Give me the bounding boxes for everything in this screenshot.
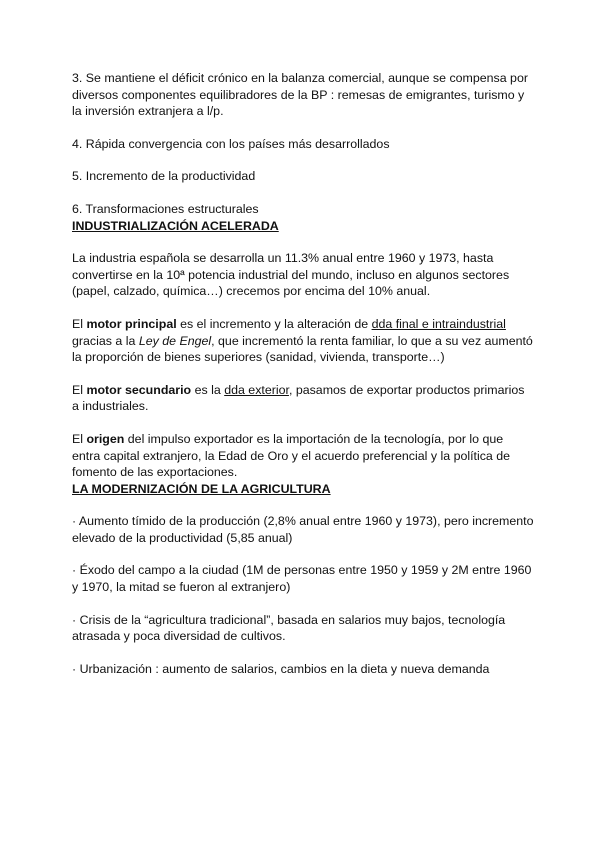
agricultura-item: · Crisis de la “agricultura tradicional”, basada en salarios muy bajos, tecnología atrasada y poca diversidad de cultivos. xyxy=(72,612,506,644)
agricultura-item: · Éxodo del campo a la ciudad (1M de personas entre 1950 y 1959 y 2M entre 1960 y 1970, la mitad se fueron al extranjero) xyxy=(72,563,532,595)
list-item-5: 5. Incremento de la productividad xyxy=(72,169,256,184)
text-run: del impulso exportador es la importación de la tecnología, por lo que entra capital extranjero, la Edad de Oro y el acuerdo preferencial y la política de fomento de las exportaciones. xyxy=(72,431,511,480)
bold-motor-secundario: motor secundario xyxy=(86,382,192,397)
agricultura-item: · Urbanización : aumento de salarios, cambios en la dieta y nueva demanda xyxy=(72,661,490,676)
text-run: El xyxy=(72,382,87,397)
agricultura-item: · Aumento tímido de la producción (2,8% anual entre 1960 y 1973), pero incremento elevado de la productividad (5,85 anual) xyxy=(72,514,534,545)
text-run: , que incrementó la renta familiar, lo que a su vez aumentó la proporción de bienes superiores (sanidad, vivienda, transporte…) xyxy=(72,333,533,365)
industria-paragraph-4 xyxy=(72,431,534,481)
text-run: El xyxy=(72,316,87,331)
text-run: es la xyxy=(191,382,225,397)
text-run: gracias a la xyxy=(72,333,139,348)
underline-dda-exterior: dda exterior xyxy=(224,382,289,397)
industria-paragraph-1: La industria española se desarrolla un 11.3% anual entre 1960 y 1973, hasta convertirse en la 10ª potencia industrial del mundo, incluso en algunos sectores (papel, calzado, química…) crecemos por encima del 10% anual. xyxy=(72,251,510,299)
industria-paragraph-2 xyxy=(72,316,534,366)
list-item-4: 4. Rápida convergencia con los países más desarrollados xyxy=(72,136,390,151)
industria-heading: INDUSTRIALIZACIÓN ACELERADA xyxy=(72,218,279,233)
bold-motor-principal: motor principal xyxy=(86,316,177,331)
list-item-3: 3. Se mantiene el déficit crónico en la balanza comercial, aunque se compensa por diversos componentes equilibradores de la BP : remesas de emigrantes, turismo y la inversión extranjera a l/p. xyxy=(72,71,528,119)
agricultura-heading: LA MODERNIZACIÓN DE LA AGRICULTURA xyxy=(72,481,331,496)
industria-paragraph-3 xyxy=(72,382,534,415)
document-body xyxy=(72,70,534,677)
list-item-6: 6. Transformaciones estructurales xyxy=(72,201,259,216)
text-run: El xyxy=(72,431,87,446)
text-run: es el incremento y la alteración de xyxy=(176,316,372,331)
text-run: , pasamos de exportar productos primarios a industriales. xyxy=(72,382,525,414)
bold-origen: origen xyxy=(86,431,125,446)
italic-ley-de-engel: Ley de Engel xyxy=(138,333,212,348)
underline-dda-final: dda final e intraindustrial xyxy=(371,316,506,331)
